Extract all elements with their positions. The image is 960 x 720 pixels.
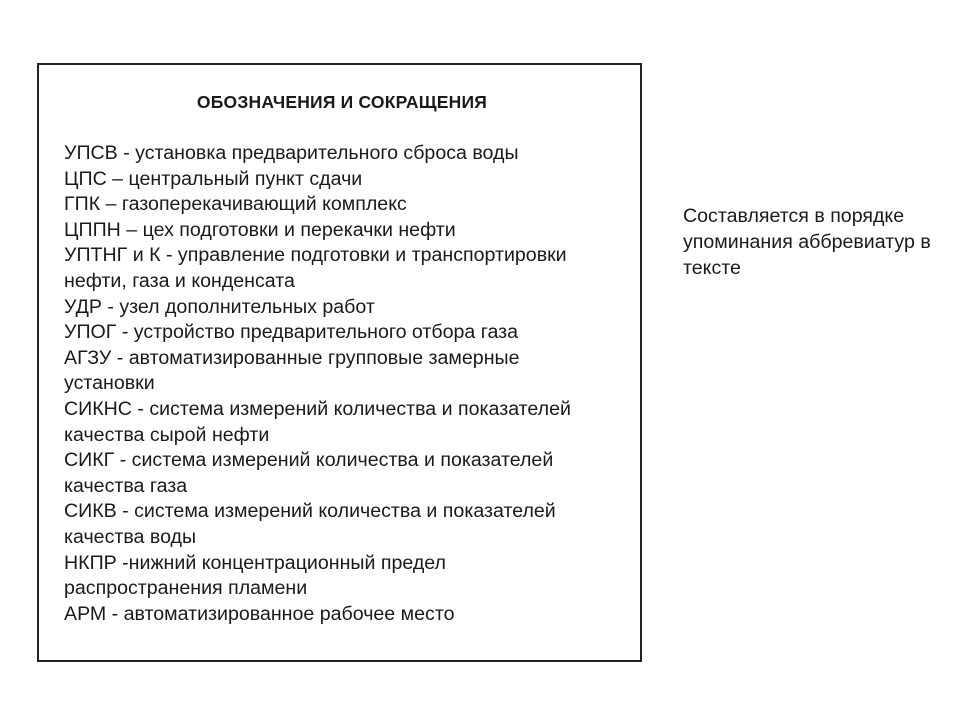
abbreviation-entry (64, 346, 634, 397)
entry-line: АРМ - автоматизированное рабочее место (64, 602, 455, 625)
abbreviation-entry (64, 320, 634, 346)
abbreviation-entry (64, 602, 634, 628)
entry-line: УПОГ - устройство предварительного отбора газа (64, 321, 519, 344)
entry-line: качества газа (64, 474, 188, 497)
abbreviation-entry (64, 141, 634, 167)
abbreviation-list (64, 141, 634, 627)
abbreviation-entry (64, 243, 634, 294)
box-title: ОБОЗНАЧЕНИЯ И СОКРАЩЕНИЯ (196, 92, 488, 112)
note-line: Составляется в порядке (683, 205, 905, 227)
abbreviation-entry (64, 499, 634, 550)
abbreviation-entry (64, 295, 634, 321)
entry-line: нефти, газа и конденсата (64, 269, 295, 292)
entry-line: ЦПС – центральный пункт сдачи (64, 167, 363, 190)
entry-line: УПСВ - установка предварительного сброса воды (64, 142, 519, 164)
abbreviation-entry (64, 448, 634, 499)
entry-line: качества сырой нефти (64, 423, 270, 446)
entry-line: УДР - узел дополнительных работ (64, 295, 375, 318)
note-line: упоминания аббревиатур в (683, 231, 931, 253)
note-line: тексте (683, 257, 741, 279)
entry-line: ЦППН – цех подготовки и перекачки нефти (64, 218, 456, 241)
abbreviations-box (37, 63, 642, 662)
entry-line: НКПР -нижний концентрационный предел (64, 551, 446, 574)
abbreviation-entry (64, 551, 634, 602)
abbreviation-entry (64, 192, 634, 218)
entry-line: распространения пламени (64, 577, 308, 600)
entry-line: установки (64, 372, 155, 395)
entry-line: АГЗУ - автоматизированные групповые замерные (64, 346, 520, 369)
entry-line: УПТНГ и К - управление подготовки и транспортировки (64, 244, 567, 267)
entry-line: СИКНС - система измерений количества и показателей (64, 397, 571, 420)
abbreviation-entry (64, 218, 634, 244)
abbreviation-entry (64, 167, 634, 193)
entry-line: качества воды (64, 525, 197, 548)
entry-line: ГПК – газоперекачивающий комплекс (64, 193, 407, 216)
entry-line: СИКВ - система измерений количества и показателей (64, 500, 556, 523)
side-note (683, 203, 958, 281)
entry-line: СИКГ - система измерений количества и показателей (64, 449, 554, 472)
abbreviation-entry (64, 397, 634, 448)
